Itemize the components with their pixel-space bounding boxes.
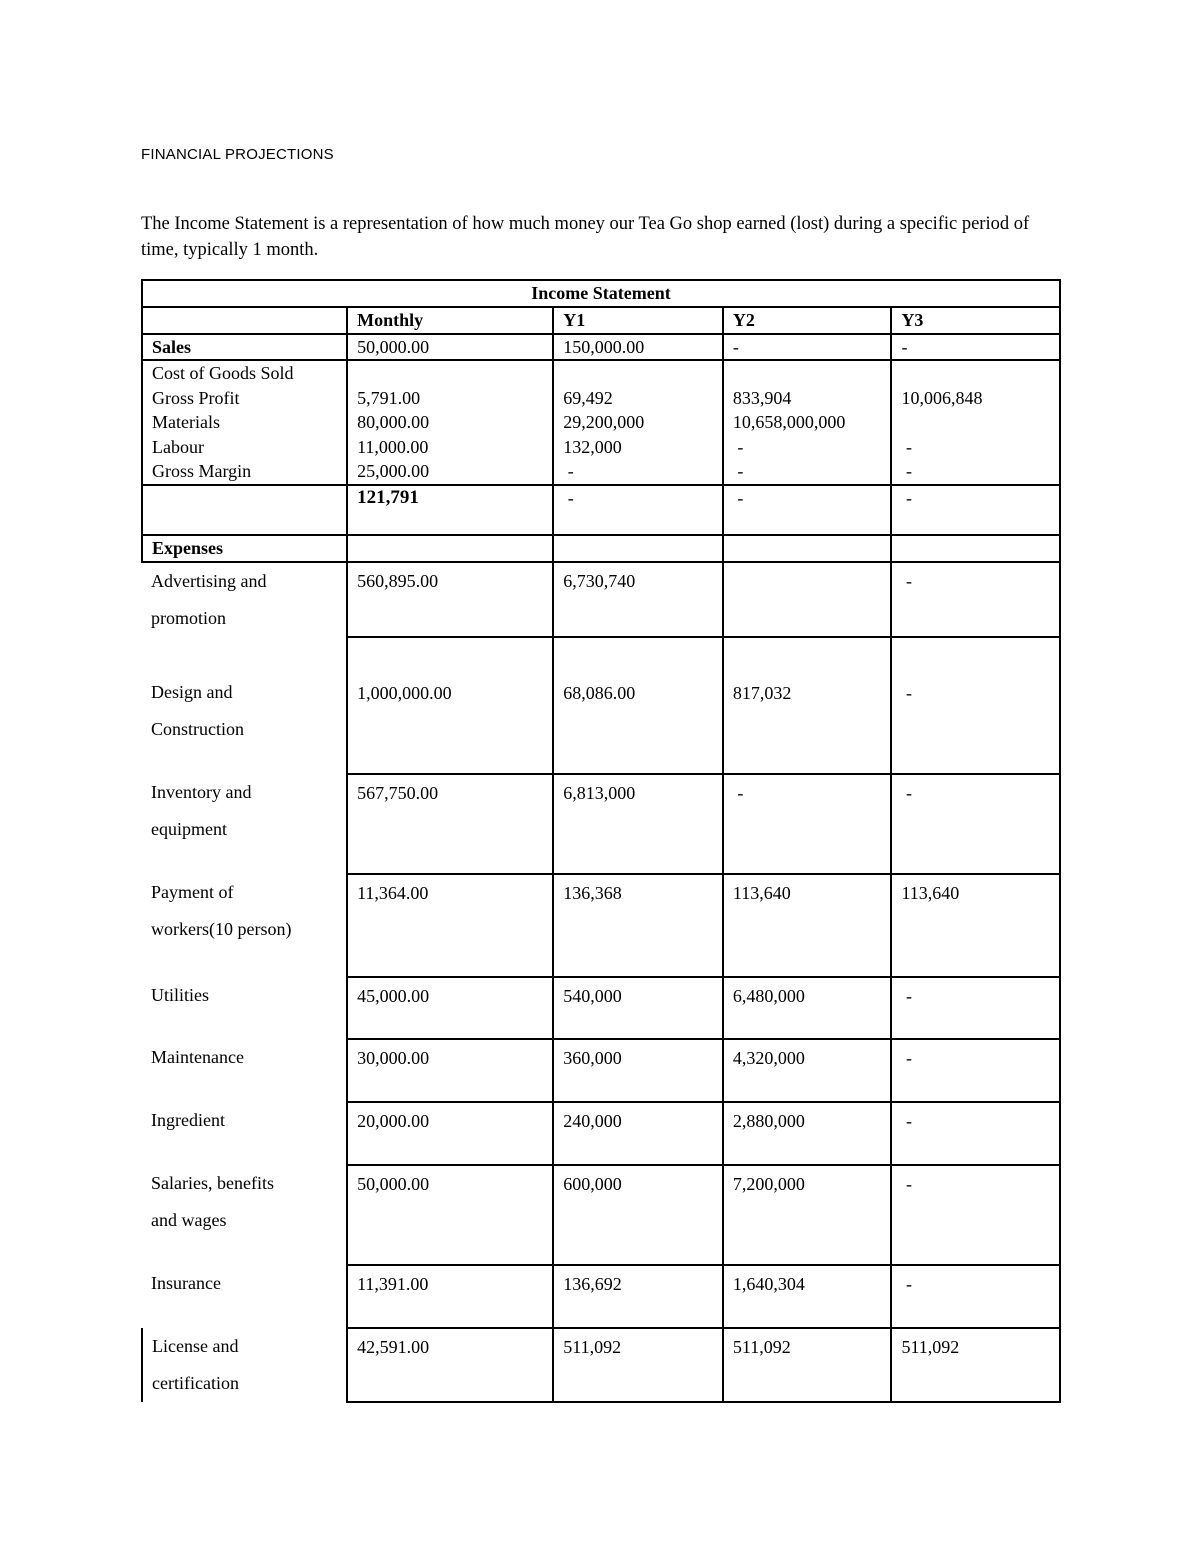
expense-utilities-y2: 6,480,000 xyxy=(723,977,892,1039)
expense-row-payment xyxy=(142,874,1060,977)
labour-monthly: 11,000.00 xyxy=(357,436,429,457)
expense-maintenance-monthly: 30,000.00 xyxy=(347,1039,553,1102)
column-header-y1: Y1 xyxy=(553,307,723,334)
cogs-y3 xyxy=(891,360,1060,485)
expense-inventory-y2: - xyxy=(723,774,892,874)
expense-row-inventory xyxy=(142,774,1060,874)
column-header-row xyxy=(142,307,1060,334)
expenses-body xyxy=(142,562,1060,1402)
expense-label-salaries xyxy=(142,1165,347,1265)
expense-label-line: Insurance xyxy=(151,1272,221,1293)
expense-label-ingredient xyxy=(142,1102,347,1165)
expense-row-salaries xyxy=(142,1165,1060,1265)
expense-payment-y2: 113,640 xyxy=(723,874,892,977)
expense-license-y2: 511,092 xyxy=(723,1328,892,1402)
expenses-label: Expenses xyxy=(142,535,347,562)
page-heading: FINANCIAL PROJECTIONS xyxy=(141,146,334,163)
table-title-row xyxy=(142,280,1060,307)
sales-label: Sales xyxy=(142,334,347,361)
expense-utilities-y1: 540,000 xyxy=(553,977,723,1039)
cogs-label-gross-profit: Gross Profit xyxy=(152,387,240,408)
expense-label-line: certification xyxy=(152,1372,239,1393)
gross-margin-y3: - xyxy=(901,461,912,481)
expense-ingredient-monthly: 20,000.00 xyxy=(347,1102,553,1165)
total-row xyxy=(142,485,1060,535)
gross-margin-y2: - xyxy=(732,461,744,481)
expense-maintenance-y3: - xyxy=(891,1039,1060,1102)
cogs-label-gross-margin: Gross Margin xyxy=(152,461,252,481)
expense-insurance-y1: 136,692 xyxy=(553,1265,723,1328)
expense-maintenance-y2: 4,320,000 xyxy=(723,1039,892,1102)
expense-label-advertising xyxy=(142,562,347,637)
expense-advertising-y2 xyxy=(723,562,892,637)
total-y2: - xyxy=(723,485,892,535)
expense-label-line: promotion xyxy=(151,607,226,628)
expense-label-maintenance xyxy=(142,1039,347,1102)
expense-label-line: Maintenance xyxy=(151,1046,244,1067)
expense-salaries-y2: 7,200,000 xyxy=(723,1165,892,1265)
expense-inventory-y1: 6,813,000 xyxy=(553,774,723,874)
table-title: Income Statement xyxy=(142,280,1060,307)
expense-insurance-y3: - xyxy=(891,1265,1060,1328)
expense-row-advertising xyxy=(142,562,1060,637)
expense-payment-y3: 113,640 xyxy=(891,874,1060,977)
total-label-blank xyxy=(142,485,347,535)
expense-salaries-y3: - xyxy=(891,1165,1060,1265)
expense-ingredient-y1: 240,000 xyxy=(553,1102,723,1165)
cogs-monthly xyxy=(347,360,553,485)
expense-label-insurance xyxy=(142,1265,347,1328)
expenses-header-y1 xyxy=(553,535,723,562)
materials-y2: 10,658,000,000 xyxy=(732,412,846,432)
expense-label-line: Advertising and xyxy=(151,570,267,591)
expense-insurance-monthly: 11,391.00 xyxy=(347,1265,553,1328)
expense-row-maintenance xyxy=(142,1039,1060,1102)
expense-license-y1: 511,092 xyxy=(553,1328,723,1402)
gross-margin-y1: - xyxy=(563,461,574,481)
expenses-header-y3 xyxy=(891,535,1060,562)
expense-label-inventory xyxy=(142,774,347,874)
sales-y1: 150,000.00 xyxy=(553,334,723,361)
expense-label-line: Ingredient xyxy=(151,1109,225,1130)
income-statement-table xyxy=(141,279,1061,1403)
sales-y2: - xyxy=(723,334,892,361)
expense-label-design xyxy=(142,637,347,774)
labour-y2: - xyxy=(732,436,744,457)
cogs-label-cost-of-goods-sold: Cost of Goods Sold xyxy=(152,363,294,383)
gross-profit-y3: 10,006,848 xyxy=(901,387,983,408)
expense-inventory-monthly: 567,750.00 xyxy=(347,774,553,874)
total-monthly: 121,791 xyxy=(347,485,553,535)
expense-payment-y1: 136,368 xyxy=(553,874,723,977)
cogs-label-labour: Labour xyxy=(152,436,204,457)
gross-profit-y1: 69,492 xyxy=(563,387,613,408)
expense-design-y2: 817,032 xyxy=(723,637,892,774)
expenses-header-y2 xyxy=(723,535,892,562)
labour-y3: - xyxy=(901,436,912,457)
intro-paragraph: The Income Statement is a representation of how much money our Tea Go shop earned (lost) during a specific period of time, typically 1 month. xyxy=(141,214,1030,260)
expenses-header-monthly xyxy=(347,535,553,562)
expense-advertising-monthly: 560,895.00 xyxy=(347,562,553,637)
total-y1: - xyxy=(553,485,723,535)
sales-monthly: 50,000.00 xyxy=(347,334,553,361)
expenses-header-row xyxy=(142,535,1060,562)
expense-label-line: and wages xyxy=(151,1209,227,1230)
expense-license-monthly: 42,591.00 xyxy=(347,1328,553,1402)
cogs-label-materials: Materials xyxy=(152,412,220,432)
expense-label-line: workers(10 person) xyxy=(151,918,292,939)
expense-label-line: License and xyxy=(152,1335,239,1356)
expense-ingredient-y2: 2,880,000 xyxy=(723,1102,892,1165)
expense-utilities-y3: - xyxy=(891,977,1060,1039)
sales-y3: - xyxy=(891,334,1060,361)
cogs-y1 xyxy=(553,360,723,485)
labour-y1: 132,000 xyxy=(563,436,622,457)
total-y3: - xyxy=(891,485,1060,535)
materials-y1: 29,200,000 xyxy=(563,412,645,432)
cogs-labels xyxy=(142,360,347,485)
expense-label-line: Construction xyxy=(151,718,244,739)
expense-ingredient-y3: - xyxy=(891,1102,1060,1165)
expense-payment-monthly: 11,364.00 xyxy=(347,874,553,977)
expense-label-line: Design and xyxy=(151,681,233,702)
column-header-monthly: Monthly xyxy=(347,307,553,334)
expense-label-line xyxy=(151,637,337,674)
expense-inventory-y3: - xyxy=(891,774,1060,874)
expense-label-license xyxy=(142,1328,347,1402)
expense-row-design xyxy=(142,637,1060,774)
expense-insurance-y2: 1,640,304 xyxy=(723,1265,892,1328)
cogs-row xyxy=(142,360,1060,485)
column-header-blank xyxy=(142,307,347,334)
gross-profit-monthly: 5,791.00 xyxy=(357,387,421,408)
column-header-y2: Y2 xyxy=(723,307,892,334)
expense-label-line: Payment of xyxy=(151,881,234,902)
cogs-y2 xyxy=(723,360,892,485)
expense-row-license xyxy=(142,1328,1060,1402)
materials-monthly: 80,000.00 xyxy=(357,412,430,432)
expense-salaries-y1: 600,000 xyxy=(553,1165,723,1265)
expense-license-y3: 511,092 xyxy=(891,1328,1060,1402)
expense-label-line: Utilities xyxy=(151,984,209,1005)
column-header-y3: Y3 xyxy=(891,307,1060,334)
gross-margin-monthly: 25,000.00 xyxy=(357,461,430,481)
expense-label-payment xyxy=(142,874,347,977)
expense-design-y3: - xyxy=(891,637,1060,774)
expense-utilities-monthly: 45,000.00 xyxy=(347,977,553,1039)
expense-salaries-monthly: 50,000.00 xyxy=(347,1165,553,1265)
expense-row-insurance xyxy=(142,1265,1060,1328)
expense-maintenance-y1: 360,000 xyxy=(553,1039,723,1102)
expense-label-line: equipment xyxy=(151,818,227,839)
expense-advertising-y3: - xyxy=(891,562,1060,637)
expense-row-ingredient xyxy=(142,1102,1060,1165)
expense-design-y1: 68,086.00 xyxy=(553,637,723,774)
expense-row-utilities xyxy=(142,977,1060,1039)
expense-label-line: Inventory and xyxy=(151,781,252,802)
expense-design-monthly: 1,000,000.00 xyxy=(347,637,553,774)
sales-row xyxy=(142,334,1060,361)
expense-label-line: Salaries, benefits xyxy=(151,1172,274,1193)
expense-label-utilities xyxy=(142,977,347,1039)
expense-advertising-y1: 6,730,740 xyxy=(553,562,723,637)
gross-profit-y2: 833,904 xyxy=(732,387,792,408)
